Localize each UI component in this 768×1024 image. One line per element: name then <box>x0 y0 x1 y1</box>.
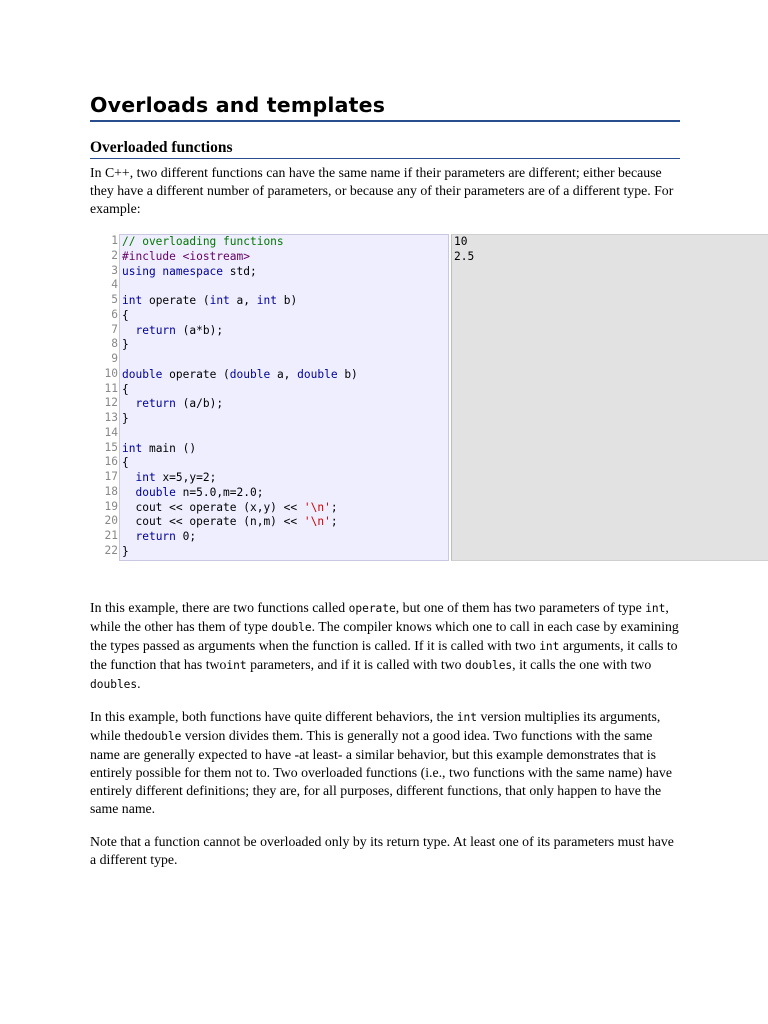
explanation-paragraph-1: In this example, there are two functions called operate, but one of them has two parameters of type int, while the other has them of type double. The compiler knows which one to call in each case by examining the types passed as arguments when the function is called. If it is called with two int arguments, it calls to the function that has twoint parameters, and if it is called with two doubles, it calls the one with two doubles. <box>90 600 679 691</box>
line-number: 14 <box>104 425 118 439</box>
inline-code: int <box>539 640 560 653</box>
code-line: cout << operate (x,y) << '\n'; <box>122 500 338 514</box>
code-line: #include <iostream> <box>122 249 250 263</box>
output-line: 2.5 <box>454 249 475 263</box>
code-line: using namespace std; <box>122 264 257 278</box>
code-line <box>120 353 448 368</box>
inline-code: int <box>226 659 247 672</box>
line-number: 22 <box>104 543 118 557</box>
page-title: Overloads and templates <box>90 92 680 122</box>
line-number: 19 <box>104 499 118 513</box>
intro-paragraph: In C++, two different functions can have the same name if their parameters are different; either because they have a different number of parameters, or because any of their parameters are of a different type. For example: <box>90 165 674 216</box>
line-number: 10 <box>104 366 118 380</box>
code-line: int main () <box>122 441 197 455</box>
code-line: } <box>122 338 129 352</box>
line-number: 2 <box>111 248 118 262</box>
line-number: 12 <box>104 396 118 410</box>
line-number: 3 <box>111 263 118 277</box>
line-number: 21 <box>104 529 118 542</box>
explanation-paragraph-3: Note that a function cannot be overloaded only by its return type. At least one of its parameters must have a different type. <box>90 834 674 867</box>
code-line: { <box>122 456 129 470</box>
line-number: 16 <box>104 455 118 469</box>
code-line: { <box>122 308 129 322</box>
inline-code: double <box>140 730 182 743</box>
code-line: // overloading functions <box>122 235 284 248</box>
inline-code: double <box>271 621 312 634</box>
code-listing <box>92 234 448 561</box>
code-line: return (a*b); <box>135 323 224 337</box>
inline-code: int <box>456 711 478 724</box>
inline-code: operate <box>348 602 396 615</box>
line-number: 18 <box>104 484 118 498</box>
program-output <box>451 234 768 561</box>
code-line: { <box>122 382 129 396</box>
line-number: 15 <box>104 440 118 454</box>
line-number: 11 <box>104 381 118 395</box>
line-number: 7 <box>111 322 118 336</box>
code-line: int operate (int a, int b) <box>122 294 298 307</box>
line-number: 4 <box>111 278 118 292</box>
code-line: } <box>122 544 129 558</box>
output-line: 10 <box>454 235 468 248</box>
code-line <box>120 427 448 442</box>
section-title: Overloaded functions <box>90 139 680 159</box>
line-number: 9 <box>111 352 118 365</box>
line-number: 6 <box>111 307 118 321</box>
code-line <box>120 279 448 294</box>
inline-code: doubles <box>465 659 513 672</box>
line-number: 17 <box>104 470 118 483</box>
code-line: double n=5.0,m=2.0; <box>135 485 264 499</box>
line-number: 13 <box>104 411 118 424</box>
code-line: return (a/b); <box>135 397 224 411</box>
code-area <box>119 234 449 561</box>
code-line: cout << operate (n,m) << '\n'; <box>122 515 338 529</box>
inline-code: int <box>645 602 666 615</box>
code-line: } <box>122 412 129 425</box>
line-number: 1 <box>111 234 118 247</box>
code-line: int x=5,y=2; <box>135 471 217 484</box>
line-number: 8 <box>111 337 118 351</box>
line-number: 20 <box>104 514 118 528</box>
explanation-paragraph-2: In this example, both functions have quite different behaviors, the int version multiplies its arguments, while thedouble version divides them. This is generally not a good idea. Two functions with the same name are generally expected to have -at least- a similar behavior, but this example demonstrates that is entirely possible for them not to. Two overloaded functions (i.e., two functions with the same name) have entirely different definitions; they are, for all purposes, different functions, that only happen to have the same name. <box>90 709 672 816</box>
line-numbers <box>92 234 119 561</box>
code-line: return 0; <box>135 530 197 543</box>
inline-code: doubles <box>90 678 138 691</box>
code-line: double operate (double a, double b) <box>122 367 358 381</box>
line-number: 5 <box>111 293 118 306</box>
